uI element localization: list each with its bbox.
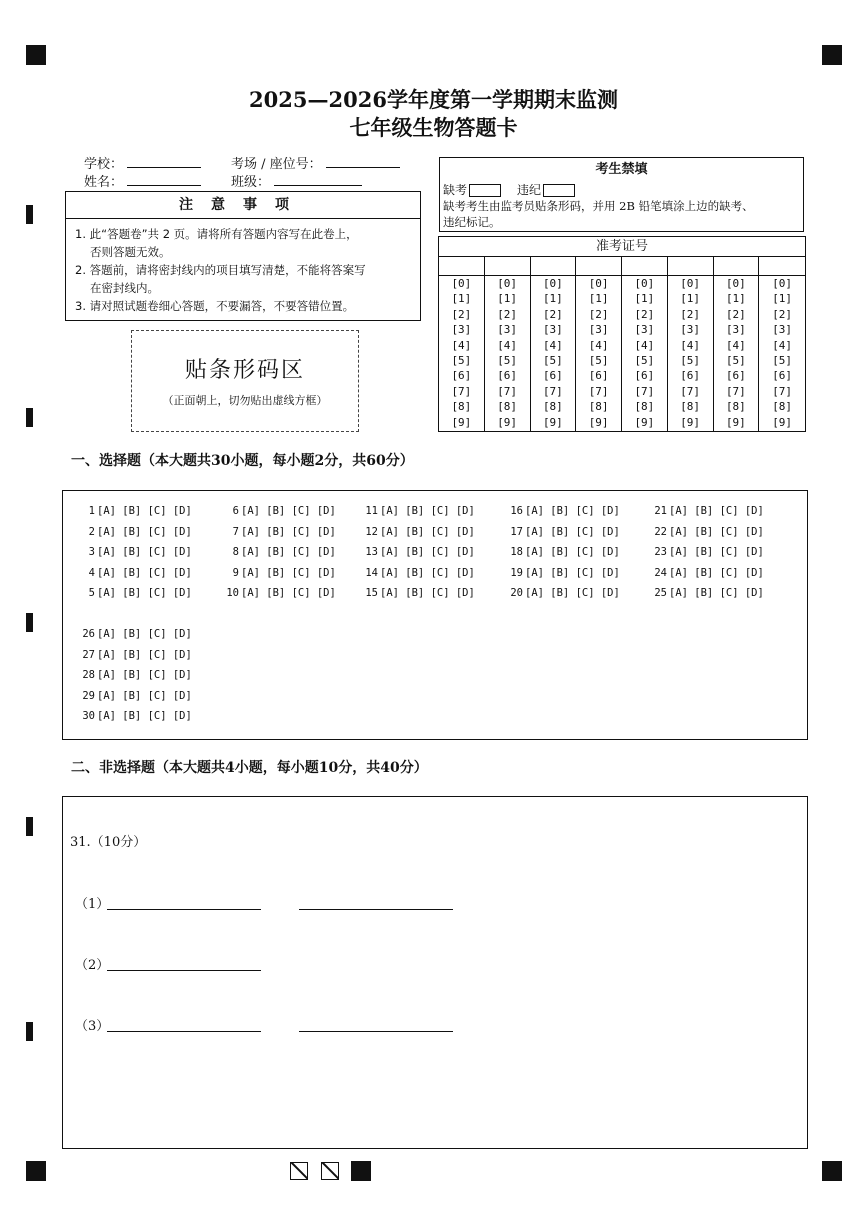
notice-box [65,191,421,321]
admission-digit-bubble[interactable]: [0] [634,277,655,290]
admission-digit-bubble[interactable]: [7] [725,384,746,398]
question-number: 7 [232,525,239,538]
admission-digit-bubble[interactable]: [1] [725,292,746,306]
admission-digit-bubble[interactable]: [9] [542,415,563,429]
choice-question-row[interactable] [505,546,620,558]
question-number: 11 [365,505,378,517]
admission-digit-bubble[interactable]: [3] [542,323,563,337]
choice-option-bubbles[interactable]: [A] [B] [C] [D] [97,648,192,661]
choice-question-row[interactable] [505,587,620,599]
question-31-label: 31.（10分） [70,835,147,850]
admission-digit-write-cell[interactable] [439,256,484,276]
admission-digit-bubble[interactable]: [6] [725,369,746,383]
barcode-area[interactable] [131,330,359,432]
choice-question-row[interactable] [360,546,475,558]
page-subtitle: 七年级生物答题卡 [349,115,518,140]
choice-question-row[interactable] [360,587,475,599]
admission-digit-bubble[interactable]: [5] [725,354,746,368]
admission-column [622,256,668,432]
admission-digit-bubble[interactable]: [2] [451,307,472,321]
proctor-note [440,198,803,230]
admission-digit-bubble[interactable]: [5] [772,354,793,368]
admission-digit-bubble[interactable]: [4] [588,338,609,352]
admission-column [531,256,577,432]
admission-digit-bubble[interactable]: [6] [451,369,472,383]
proctor-note-line: 违纪标记。 [443,215,501,229]
question-number: 24 [654,566,667,579]
choice-option-bubbles[interactable]: [A] [B] [C] [D] [380,546,475,559]
choice-option-bubbles[interactable]: [A] [B] [C] [D] [380,505,475,517]
question-number: 23 [654,546,667,559]
admission-digit-bubble[interactable]: [0] [772,277,793,290]
part-2-answer-line[interactable] [107,970,261,971]
class-field[interactable] [231,171,362,190]
absent-label: 缺考 [443,183,468,197]
admission-digit-bubble[interactable]: [1] [542,292,563,306]
choice-option-bubbles[interactable]: [A] [B] [C] [D] [97,689,192,702]
question-number: 12 [365,525,378,538]
choice-question-row[interactable] [77,628,192,640]
choice-option-bubbles[interactable]: [A] [B] [C] [D] [525,525,620,538]
choice-option-bubbles[interactable]: [A] [B] [C] [D] [380,566,475,579]
admission-digit-bubble[interactable]: [7] [542,384,563,398]
school-input-line[interactable] [127,155,201,168]
choice-question-row[interactable] [505,567,620,579]
choice-option-bubbles[interactable]: [A] [B] [C] [D] [525,546,620,559]
admission-digit-bubble[interactable]: [3] [497,323,518,337]
corner-mark-top-right [822,45,842,65]
admission-column [668,256,714,432]
admission-digit-bubble[interactable]: [0] [725,277,746,290]
choice-option-bubbles[interactable]: [A] [B] [C] [D] [97,505,192,517]
choice-option-bubbles[interactable]: [A] [B] [C] [D] [97,546,192,559]
admission-column [439,256,485,432]
admission-digit-bubble[interactable]: [1] [772,292,793,306]
admission-digit-write-cell[interactable] [622,256,667,276]
question-number: 19 [510,566,523,579]
corner-mark-top-left [26,45,46,65]
admission-digit-bubble[interactable]: [2] [634,307,655,321]
choice-question-row[interactable] [77,526,192,538]
choice-question-row[interactable] [221,587,336,599]
admission-digit-bubble[interactable]: [2] [680,307,701,321]
choice-question-row[interactable] [77,546,192,558]
question-number: 3 [88,546,95,559]
admission-column [576,256,622,432]
admission-digit-bubble[interactable]: [5] [634,354,655,368]
admission-digit-bubble[interactable]: [9] [634,415,655,429]
admission-digit-bubble[interactable]: [8] [634,400,655,414]
notice-item: 3. 请对照试题卷细心答题，不要漏答，不要答错位置。 [75,299,355,313]
part-3-label: （3） [75,1019,110,1034]
admission-digit-bubble[interactable]: [0] [542,277,563,290]
absent-checkbox[interactable] [469,184,501,197]
exam-room-input-line[interactable] [326,155,400,168]
admission-digit-bubble[interactable]: [2] [725,307,746,321]
admission-number-box [438,236,806,432]
name-label: 姓名： [84,175,124,190]
admission-digit-write-cell[interactable] [759,256,805,276]
choice-question-row[interactable] [77,649,192,661]
choice-question-row[interactable] [360,526,475,538]
admission-digit-bubble[interactable]: [6] [772,369,793,383]
page-mark-filled [351,1161,371,1181]
admission-digit-bubble[interactable]: [0] [588,277,609,290]
choice-question-row[interactable] [360,505,475,517]
admission-digit-bubble[interactable]: [3] [680,323,701,337]
admission-digit-bubble[interactable]: [5] [497,354,518,368]
admission-digit-bubble[interactable]: [1] [588,292,609,306]
admission-digit-bubble[interactable]: [9] [680,415,701,429]
choice-question-row[interactable] [221,546,336,558]
choice-option-bubbles[interactable]: [A] [B] [C] [D] [669,546,764,559]
part-2-label: （2） [75,958,110,973]
part-1-label: （1） [75,897,110,912]
admission-digit-bubble[interactable]: [4] [451,338,472,352]
question-number: 27 [82,648,95,661]
name-input-line[interactable] [127,173,201,186]
admission-digit-bubble[interactable]: [2] [497,307,518,321]
admission-digit-bubble[interactable]: [0] [497,277,518,290]
part-1-answer-line-a[interactable] [107,909,261,910]
question-number: 13 [365,546,378,559]
admission-digit-bubble[interactable]: [4] [680,338,701,352]
admission-digit-bubble[interactable]: [2] [588,307,609,321]
choice-question-row[interactable] [649,567,764,579]
choice-question-row[interactable] [221,526,336,538]
timing-mark [26,205,33,224]
admission-digit-write-cell[interactable] [576,256,621,276]
question-number: 18 [510,546,523,559]
question-number: 21 [654,505,667,517]
choice-question-row[interactable] [360,567,475,579]
choice-option-bubbles[interactable]: [A] [B] [C] [D] [669,587,764,600]
choice-question-row[interactable] [649,505,764,517]
notice-item: 2. 答题前，请将密封线内的项目填写清楚，不能将答案写 [75,263,366,277]
admission-digit-bubble[interactable]: [1] [634,292,655,306]
question-number: 25 [654,587,667,600]
admission-digit-bubble[interactable]: [4] [772,338,793,352]
choice-question-row[interactable] [649,546,764,558]
admission-digit-bubble[interactable]: [5] [451,354,472,368]
question-number: 30 [82,710,95,723]
question-number: 1 [88,505,95,517]
admission-digit-bubble[interactable]: [8] [588,400,609,414]
part-3-answer-line-a[interactable] [107,1031,261,1032]
admission-digit-bubble[interactable]: [4] [542,338,563,352]
admission-digit-bubble[interactable]: [3] [588,323,609,337]
question-number: 15 [365,587,378,600]
admission-digit-bubble[interactable]: [7] [451,384,472,398]
choice-option-bubbles[interactable]: [A] [B] [C] [D] [241,587,336,600]
admission-digit-bubble[interactable]: [8] [497,400,518,414]
school-label: 学校： [84,157,124,172]
choice-question-row[interactable] [77,690,192,702]
admission-digit-write-cell[interactable] [531,256,576,276]
admission-digit-bubble[interactable]: [0] [451,277,472,290]
admission-digit-bubble[interactable]: [0] [680,277,701,290]
admission-digit-bubble[interactable]: [9] [497,415,518,429]
notice-body [66,219,420,315]
notice-item: 否则答题无效。 [90,245,171,259]
choice-option-bubbles[interactable]: [A] [B] [C] [D] [241,505,336,517]
question-number: 8 [232,546,239,559]
choice-option-bubbles[interactable]: [A] [B] [C] [D] [97,669,192,682]
admission-digit-write-cell[interactable] [485,256,530,276]
timing-mark [26,817,33,836]
timing-mark [26,408,33,427]
choice-question-row[interactable] [505,526,620,538]
discipline-label: 违纪 [517,183,542,197]
admission-digit-bubble[interactable]: [4] [634,338,655,352]
choice-option-bubbles[interactable]: [A] [B] [C] [D] [241,525,336,538]
question-number: 29 [82,689,95,702]
choice-option-bubbles[interactable]: [A] [B] [C] [D] [97,566,192,579]
admission-digit-bubble[interactable]: [2] [542,307,563,321]
admission-digit-bubble[interactable]: [7] [772,384,793,398]
school-field[interactable] [84,153,201,172]
choice-question-row[interactable] [649,587,764,599]
admission-digit-write-cell[interactable] [714,256,759,276]
choice-option-bubbles[interactable]: [A] [B] [C] [D] [97,628,192,640]
part-1-answer-line-b[interactable] [299,909,453,910]
choice-question-row[interactable] [77,505,192,517]
choice-option-bubbles[interactable]: [A] [B] [C] [D] [669,505,764,517]
class-label: 班级： [231,175,271,190]
page-title: 2025—2026学年度第一学期期末监测 [249,87,618,112]
barcode-title: 贴条形码区 [184,358,305,383]
choice-question-row[interactable] [77,710,192,722]
question-number: 4 [88,566,95,579]
choice-option-bubbles[interactable]: [A] [B] [C] [D] [525,566,620,579]
choice-option-bubbles[interactable]: [A] [B] [C] [D] [525,587,620,600]
page-mark-slash [290,1162,308,1180]
admission-digit-bubble[interactable]: [3] [725,323,746,337]
question-number: 28 [82,669,95,682]
choice-question-row[interactable] [77,567,192,579]
admission-digit-bubble[interactable]: [6] [497,369,518,383]
choice-option-bubbles[interactable]: [A] [B] [C] [D] [380,587,475,600]
admission-digit-bubble[interactable]: [4] [497,338,518,352]
corner-mark-bottom-right [822,1161,842,1181]
question-number: 22 [654,525,667,538]
choice-question-row[interactable] [649,526,764,538]
section2-title: 二、非选择题（本大题共4小题，每小题10分，共40分） [71,760,428,776]
admission-digit-bubble[interactable]: [7] [680,384,701,398]
proctor-marks [440,182,803,198]
admission-column [714,256,760,432]
free-answer-area [62,796,808,1149]
choice-option-bubbles[interactable]: [A] [B] [C] [D] [241,546,336,559]
admission-digit-bubble[interactable]: [7] [634,384,655,398]
admission-title: 准考证号 [439,237,805,257]
admission-digit-write-cell[interactable] [668,256,713,276]
notice-heading: 注意事项 [66,192,420,219]
admission-digit-bubble[interactable]: [9] [772,415,793,429]
admission-digit-bubble[interactable]: [3] [451,323,472,337]
barcode-subtitle: （正面朝上，切勿贴出虚线方框） [162,394,328,407]
notice-item: 1. 此“答题卷”共 2 页。请将所有答题内容写在此卷上， [75,227,358,241]
admission-digit-bubble[interactable]: [4] [725,338,746,352]
admission-digit-bubble[interactable]: [6] [634,369,655,383]
choice-option-bubbles[interactable]: [A] [B] [C] [D] [97,587,192,600]
choice-option-bubbles[interactable]: [A] [B] [C] [D] [241,566,336,579]
page-mark-slash [321,1162,339,1180]
admission-digit-bubble[interactable]: [7] [497,384,518,398]
proctor-title: 考生禁填 [595,162,648,177]
admission-digit-bubble[interactable]: [1] [451,292,472,306]
admission-digit-bubble[interactable]: [6] [680,369,701,383]
admission-column [485,256,531,432]
choice-option-bubbles[interactable]: [A] [B] [C] [D] [97,525,192,538]
proctor-box [439,157,804,232]
admission-digit-bubble[interactable]: [7] [588,384,609,398]
choice-option-bubbles[interactable]: [A] [B] [C] [D] [525,505,620,517]
choice-question-row[interactable] [221,505,336,517]
part-3-answer-line-b[interactable] [299,1031,453,1032]
admission-digit-bubble[interactable]: [1] [680,292,701,306]
question-number: 20 [510,587,523,600]
admission-digit-bubble[interactable]: [5] [680,354,701,368]
admission-digit-bubble[interactable]: [8] [772,400,793,414]
question-number: 26 [82,628,95,640]
timing-mark [26,613,33,632]
admission-digit-bubble[interactable]: [9] [451,415,472,429]
question-number: 10 [226,587,239,600]
choice-question-row[interactable] [77,587,192,599]
admission-digit-bubble[interactable]: [8] [542,400,563,414]
question-number: 16 [510,505,523,517]
admission-digit-bubble[interactable]: [5] [588,354,609,368]
admission-digit-bubble[interactable]: [9] [725,415,746,429]
notice-item: 在密封线内。 [90,281,159,295]
admission-digit-bubble[interactable]: [5] [542,354,563,368]
admission-digit-bubble[interactable]: [8] [725,400,746,414]
admission-digit-bubble[interactable]: [6] [588,369,609,383]
class-input-line[interactable] [274,173,362,186]
choice-option-bubbles[interactable]: [A] [B] [C] [D] [380,525,475,538]
question-number: 2 [88,525,95,538]
corner-mark-bottom-left [26,1161,46,1181]
choice-option-bubbles[interactable]: [A] [B] [C] [D] [669,525,764,538]
choice-option-bubbles[interactable]: [A] [B] [C] [D] [669,566,764,579]
admission-digit-bubble[interactable]: [8] [451,400,472,414]
admission-digit-bubble[interactable]: [3] [772,323,793,337]
question-number: 5 [88,587,95,600]
section1-title: 一、选择题（本大题共30小题，每小题2分，共60分） [71,453,414,469]
admission-digit-bubble[interactable]: [1] [497,292,518,306]
choice-question-row[interactable] [221,567,336,579]
admission-column [759,256,805,432]
admission-digit-bubble[interactable]: [2] [772,307,793,321]
choice-question-row[interactable] [505,505,620,517]
exam-room-label: 考场 / 座位号： [231,157,322,172]
timing-mark [26,1022,33,1041]
admission-digit-bubble[interactable]: [9] [588,415,609,429]
admission-digit-bubble[interactable]: [3] [634,323,655,337]
choice-option-bubbles[interactable]: [A] [B] [C] [D] [97,710,192,723]
admission-digit-bubble[interactable]: [8] [680,400,701,414]
question-number: 14 [365,566,378,579]
question-number: 6 [232,505,239,517]
proctor-note-line: 缺考考生由监考员贴条形码，并用 2B 铅笔填涂上边的缺考、 [443,199,754,213]
discipline-checkbox[interactable] [543,184,575,197]
name-field[interactable] [84,171,201,190]
exam-room-field[interactable] [231,153,400,172]
admission-digit-bubble[interactable]: [6] [542,369,563,383]
question-number: 9 [232,566,239,579]
question-number: 17 [510,525,523,538]
choice-question-row[interactable] [77,669,192,681]
